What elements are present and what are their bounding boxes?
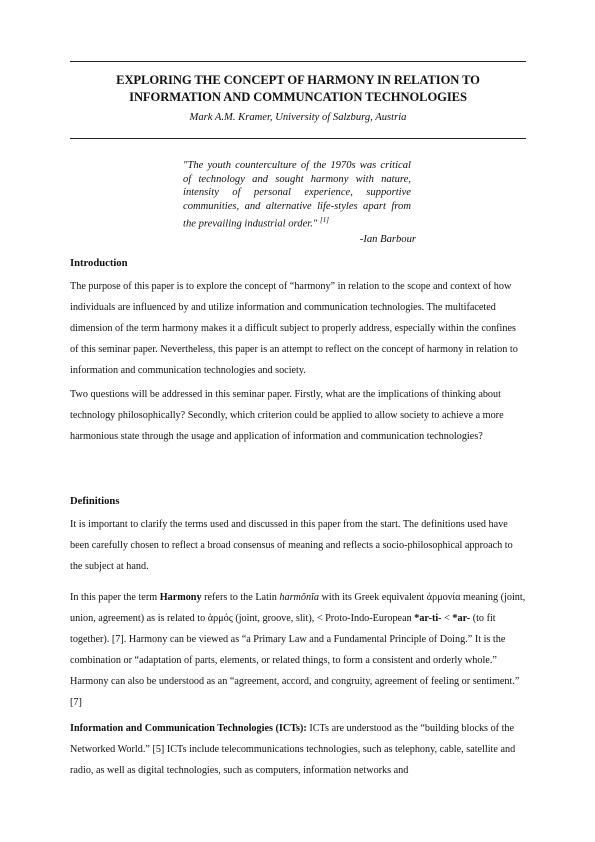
epigraph-reference: [1]: [319, 215, 329, 224]
paper-title: [70, 72, 526, 106]
harmony-text-1: In this paper the term: [70, 592, 160, 603]
header-bottom-rule: [70, 138, 526, 139]
pie-root-2: *ar-: [452, 613, 471, 625]
harmony-text-5: (joint, groove, slit), < Proto-Indo-European: [232, 613, 415, 625]
definitions-paragraph-1: It is important to clarify the terms used and discussed in this paper from the start. The definitions used have been carefully chosen to reflect a broad consensus of meaning and reflects a socio-philosophical approach to the subject at hand.: [70, 519, 513, 573]
ict-definition-paragraph: [70, 718, 526, 781]
top-rule: [70, 61, 526, 62]
harmony-text-2: refers to the Latin: [201, 592, 280, 603]
harmony-term: Harmony: [159, 592, 202, 603]
greek-term-harmonia: ἁρμονία: [426, 592, 461, 603]
harmony-text-4: meaning (joint, union, agreement) as is related to: [70, 592, 526, 625]
epigraph-attribution: -Ian Barbour: [359, 234, 416, 245]
definitions-heading: Definitions: [70, 496, 120, 507]
harmony-text-3: with its Greek equivalent: [319, 592, 427, 603]
epigraph-text: "The youth counterculture of the 1970s was critical of technology and sought harmony with nature, intensity of personal experience, supportive communities, and alternative life-styles apart from the prevailing industrial order.": [183, 160, 411, 230]
harmony-text-6: <: [441, 613, 453, 625]
greek-term-harmos: ἁρμός: [207, 613, 233, 625]
epigraph-quote: [183, 159, 411, 231]
introduction-paragraph-2: Two questions will be addressed in this seminar paper. Firstly, what are the implications of thinking about technology philosophically? Secondly, which criterion could be applied to allow society to achieve a more harmonious state through the usage and application of information and communication technologies?: [70, 389, 504, 443]
introduction-paragraph-1: The purpose of this paper is to explore the concept of “harmony” in relation to the scope and context of how individuals are influenced by and utilize information and communication technologies. The multifaceted dimension of the term harmony makes it a difficult subject to properly address, especially within the confines of this seminar paper. Nevertheless, this paper is an attempt to reflect on the concept of harmony in relation to information and communication technologies and society.: [70, 281, 518, 377]
title-line-1: EXPLORING THE CONCEPT OF HARMONY IN RELATION TO: [116, 73, 480, 87]
introduction-heading: Introduction: [70, 258, 128, 269]
harmony-definition-paragraph: [70, 587, 526, 714]
latin-term: harmŏnĭa: [279, 592, 319, 603]
ict-term: Information and Communication Technologies (ICTs):: [70, 723, 307, 734]
harmony-text-7: (to fit together). [7]. Harmony can be viewed as “a Primary Law and a Fundamental Principle of Doing.” It is the combination or “adaptation of parts, elements, or related things, to form a consistent and orderly whole.” Harmony can also be understood as an “agreement, accord, and congruity, agreement of feeling or sentiment.” [7]: [70, 613, 520, 709]
title-line-2: INFORMATION AND COMMUNCATION TECHNOLOGIES: [129, 90, 467, 104]
ict-text: ICTs are understood as the “building blocks of the Networked World.” [5] ICTs include telecommunications technologies, such as telephony, cable, satellite and radio, as well as digital technologies, such as computers, information networks and: [70, 723, 516, 777]
author-affiliation: Mark A.M. Kramer, University of Salzburg, Austria: [189, 112, 407, 123]
pie-root-1: *ar-ti-: [414, 613, 442, 625]
